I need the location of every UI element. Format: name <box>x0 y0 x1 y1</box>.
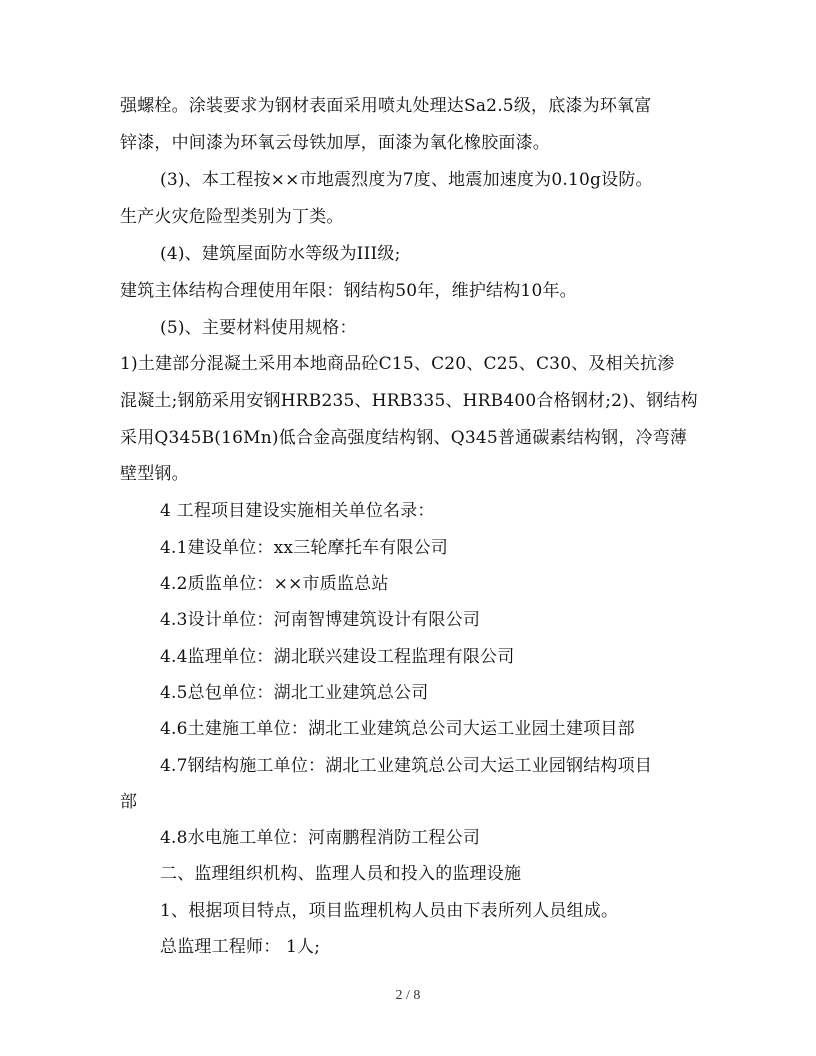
list-item: 4.2质监单位：××市质监总站 <box>160 574 389 594</box>
text-line: 生产火灾危险型类别为丁类。 <box>120 207 344 227</box>
list-item: 4.3设计单位：河南智博建筑设计有限公司 <box>160 610 481 630</box>
list-item: 4.1建设单位：xx三轮摩托车有限公司 <box>160 538 449 558</box>
section-heading: 二、监理组织机构、监理人员和投入的监理设施 <box>160 864 522 884</box>
text-line: 采用Q345B(16Mn)低合金高强度结构钢、Q345普通碳素结构钢，冷弯薄 <box>120 428 688 448</box>
page-number: 2 / 8 <box>395 988 421 1003</box>
list-item: 4.6土建施工单位：湖北工业建筑总公司大运工业园土建项目部 <box>160 719 635 739</box>
list-item: 4.8水电施工单位：河南鹏程消防工程公司 <box>160 828 481 848</box>
text-line: 混凝土;钢筋采用安钢HRB235、HRB335、HRB400合格钢材;2)、钢结构 <box>120 391 698 411</box>
text-line: (4)、建筑屋面防水等级为III级; <box>160 244 401 264</box>
list-item: 4.4监理单位：湖北联兴建设工程监理有限公司 <box>160 647 515 667</box>
text-line: 1、根据项目特点，项目监理机构人员由下表所列人员组成。 <box>160 901 619 921</box>
text-line: 总监理工程师： 1人; <box>160 937 321 957</box>
text-line: (3)、本工程按××市地震烈度为7度、地震加速度为0.10g设防。 <box>160 170 653 190</box>
text-line: 锌漆，中间漆为环氧云母铁加厚，面漆为氧化橡胶面漆。 <box>120 133 550 153</box>
list-item: 4.5总包单位：湖北工业建筑总公司 <box>160 683 429 703</box>
list-item: 4.7钢结构施工单位：湖北工业建筑总公司大运工业园钢结构项目 <box>160 756 653 776</box>
text-line: 1)土建部分混凝土采用本地商品砼C15、C20、C25、C30、及相关抗渗 <box>120 354 675 374</box>
text-line: 建筑主体结构合理使用年限：钢结构50年，维护结构10年。 <box>120 281 577 301</box>
text-line: (5)、主要材料使用规格： <box>160 318 357 338</box>
text-line: 壁型钢。 <box>120 464 189 484</box>
text-line: 强螺栓。涂装要求为钢材表面采用喷丸处理达Sa2.5级，底漆为环氧富 <box>120 96 652 116</box>
section-heading: 4 工程项目建设实施相关单位名录： <box>160 501 435 521</box>
list-item-continuation: 部 <box>120 792 138 812</box>
